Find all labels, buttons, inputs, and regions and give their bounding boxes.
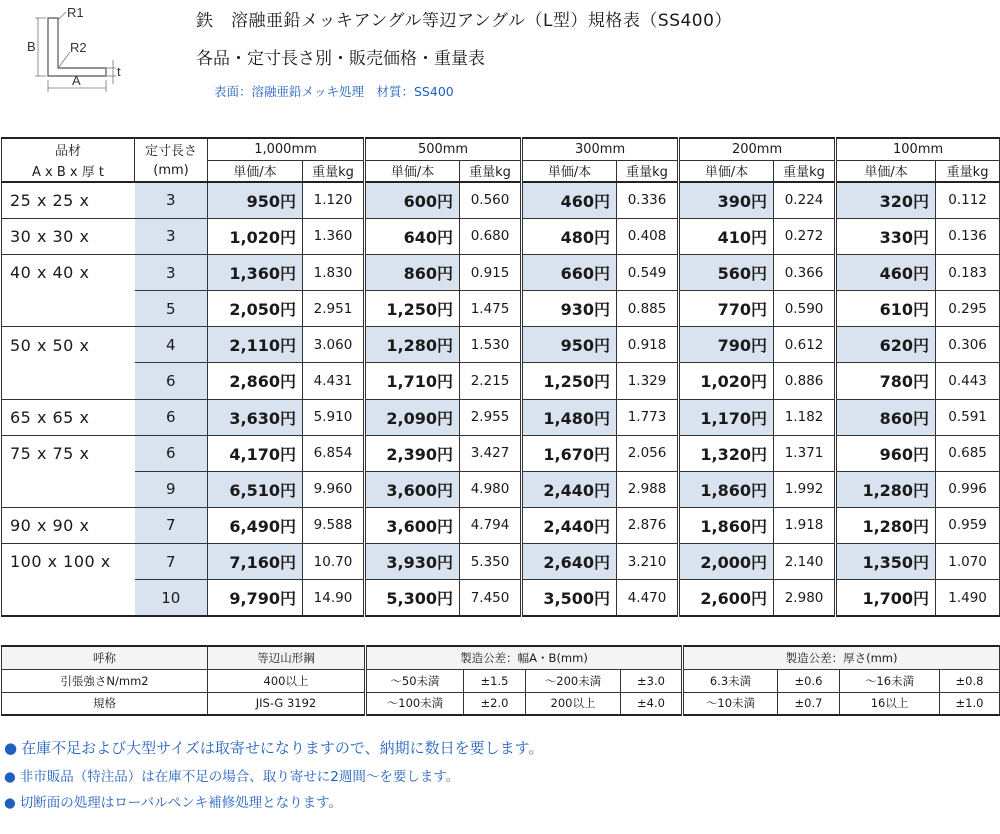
price-cell: 2,110円 — [208, 327, 303, 363]
price-cell: 2,090円 — [365, 399, 460, 435]
weight-cell: 7.450 — [460, 580, 522, 616]
price-cell: 3,930円 — [365, 544, 460, 580]
weight-cell: 4.794 — [460, 507, 522, 543]
thickness-cell: 9 — [135, 471, 208, 507]
header-weight: 重量kg — [303, 160, 365, 182]
price-cell: 7,160円 — [208, 544, 303, 580]
weight-cell: 6.854 — [303, 435, 365, 471]
weight-cell: 0.959 — [936, 507, 1000, 543]
header-weight: 重量kg — [460, 160, 522, 182]
spec-tensile-value: 400以上 — [208, 669, 366, 692]
weight-cell: 0.885 — [617, 291, 679, 327]
price-cell: 1,860円 — [679, 507, 774, 543]
price-cell: 480円 — [522, 218, 617, 254]
thickness-cell: 5 — [135, 291, 208, 327]
table-row — [2, 254, 1000, 290]
spec-width-cell: 〜100未満 — [366, 692, 464, 715]
table-row — [2, 291, 1000, 327]
weight-cell: 14.90 — [303, 580, 365, 616]
price-cell: 620円 — [836, 327, 936, 363]
price-cell: 1,020円 — [208, 218, 303, 254]
header-length-1000: 1,000mm — [208, 138, 365, 160]
spec-tensile-label: 引張強さN/mm2 — [2, 669, 208, 692]
weight-cell: 1.992 — [774, 471, 836, 507]
page-subtitle: 各品・定寸長さ別・販売価格・重量表 — [196, 49, 485, 69]
header-dims: A x B x 厚 t — [2, 160, 135, 182]
size-cell: 65 x 65 x — [2, 399, 135, 435]
weight-cell: 1.830 — [303, 254, 365, 290]
price-cell: 460円 — [522, 182, 617, 218]
spec-width-cell: 〜50未満 — [366, 669, 464, 692]
weight-cell: 0.685 — [936, 435, 1000, 471]
price-cell: 3,600円 — [365, 471, 460, 507]
price-cell: 4,170円 — [208, 435, 303, 471]
weight-cell: 2.215 — [460, 363, 522, 399]
weight-cell: 1.530 — [460, 327, 522, 363]
header-length-label: 定寸長さ — [135, 138, 208, 160]
table-row — [2, 327, 1000, 363]
weight-cell: 0.183 — [936, 254, 1000, 290]
thickness-cell: 6 — [135, 435, 208, 471]
weight-cell: 3.060 — [303, 327, 365, 363]
table-row — [2, 182, 1000, 218]
thickness-cell: 6 — [135, 363, 208, 399]
price-cell: 1,170円 — [679, 399, 774, 435]
price-cell: 1,250円 — [365, 291, 460, 327]
header-length-200: 200mm — [679, 138, 836, 160]
price-cell: 1,020円 — [679, 363, 774, 399]
spec-width-cell: 200以上 — [526, 692, 621, 715]
price-cell: 1,480円 — [522, 399, 617, 435]
spec-thick-cell: ±0.8 — [940, 669, 1000, 692]
page-title: 鉄 溶融亜鉛メッキアングル等辺アングル（L型）規格表（SS400） — [196, 11, 732, 31]
price-cell: 610円 — [836, 291, 936, 327]
diagram-a-label: A — [72, 73, 81, 88]
price-cell: 790円 — [679, 327, 774, 363]
header-price: 単価/本 — [836, 160, 936, 182]
price-cell: 2,640円 — [522, 544, 617, 580]
weight-cell: 0.366 — [774, 254, 836, 290]
size-cell — [2, 580, 135, 616]
diagram-r1-label: R1 — [67, 5, 84, 20]
weight-cell: 10.70 — [303, 544, 365, 580]
table-row — [2, 218, 1000, 254]
price-cell: 860円 — [365, 254, 460, 290]
weight-cell: 0.136 — [936, 218, 1000, 254]
spec-thick-cell: 〜16未満 — [840, 669, 940, 692]
price-cell: 390円 — [679, 182, 774, 218]
price-cell: 330円 — [836, 218, 936, 254]
weight-cell: 2.951 — [303, 291, 365, 327]
weight-cell: 2.980 — [774, 580, 836, 616]
price-cell: 1,860円 — [679, 471, 774, 507]
spec-name-value: 等辺山形鋼 — [208, 646, 366, 669]
spec-width-cell: ±3.0 — [621, 669, 683, 692]
weight-cell: 0.560 — [460, 182, 522, 218]
weight-cell: 1.490 — [936, 580, 1000, 616]
size-cell: 40 x 40 x — [2, 254, 135, 290]
spec-width-cell: ±4.0 — [621, 692, 683, 715]
weight-cell: 2.955 — [460, 399, 522, 435]
weight-cell: 1.371 — [774, 435, 836, 471]
header-mm: (mm) — [135, 160, 208, 182]
price-cell: 2,000円 — [679, 544, 774, 580]
weight-cell: 0.996 — [936, 471, 1000, 507]
price-cell: 460円 — [836, 254, 936, 290]
price-cell: 2,600円 — [679, 580, 774, 616]
weight-cell: 0.612 — [774, 327, 836, 363]
price-cell: 6,490円 — [208, 507, 303, 543]
weight-cell: 0.112 — [936, 182, 1000, 218]
weight-cell: 1.070 — [936, 544, 1000, 580]
spec-standard-label: 規格 — [2, 692, 208, 715]
weight-cell: 9.588 — [303, 507, 365, 543]
header-price: 単価/本 — [208, 160, 303, 182]
thickness-cell: 4 — [135, 327, 208, 363]
note-item — [4, 737, 543, 758]
weight-cell: 0.224 — [774, 182, 836, 218]
price-cell: 600円 — [365, 182, 460, 218]
weight-cell: 0.886 — [774, 363, 836, 399]
price-cell: 5,300円 — [365, 580, 460, 616]
header-weight: 重量kg — [617, 160, 679, 182]
weight-cell: 0.336 — [617, 182, 679, 218]
price-cell: 1,710円 — [365, 363, 460, 399]
weight-cell: 2.140 — [774, 544, 836, 580]
price-cell: 860円 — [836, 399, 936, 435]
weight-cell: 5.910 — [303, 399, 365, 435]
spec-name-label: 呼称 — [2, 646, 208, 669]
thickness-cell: 7 — [135, 507, 208, 543]
weight-cell: 3.427 — [460, 435, 522, 471]
price-cell: 1,350円 — [836, 544, 936, 580]
price-cell: 560円 — [679, 254, 774, 290]
price-cell: 1,280円 — [365, 327, 460, 363]
weight-cell: 5.350 — [460, 544, 522, 580]
table-row — [2, 507, 1000, 543]
header-length-100: 100mm — [836, 138, 1000, 160]
weight-cell: 1.120 — [303, 182, 365, 218]
price-cell: 3,500円 — [522, 580, 617, 616]
header-material: 品材 — [2, 138, 135, 160]
price-cell: 2,440円 — [522, 507, 617, 543]
table-row — [2, 471, 1000, 507]
size-cell: 100 x 100 x — [2, 544, 135, 580]
header-price: 単価/本 — [522, 160, 617, 182]
price-cell: 3,600円 — [365, 507, 460, 543]
spec-thick-cell: 〜10未満 — [683, 692, 778, 715]
price-weight-table — [1, 137, 1000, 617]
price-cell: 660円 — [522, 254, 617, 290]
surface-material-note: 表面：溶融亜鉛メッキ処理 材質：SS400 — [214, 84, 454, 99]
spec-thick-cell: ±0.6 — [778, 669, 840, 692]
weight-cell: 0.915 — [460, 254, 522, 290]
table-row — [2, 435, 1000, 471]
weight-cell: 0.295 — [936, 291, 1000, 327]
weight-cell: 4.431 — [303, 363, 365, 399]
weight-cell: 4.980 — [460, 471, 522, 507]
price-cell: 780円 — [836, 363, 936, 399]
thickness-cell: 10 — [135, 580, 208, 616]
weight-cell: 0.590 — [774, 291, 836, 327]
size-cell: 25 x 25 x — [2, 182, 135, 218]
price-cell: 1,280円 — [836, 507, 936, 543]
price-cell: 2,390円 — [365, 435, 460, 471]
thickness-cell: 3 — [135, 218, 208, 254]
price-cell: 3,630円 — [208, 399, 303, 435]
spec-width-cell: ±1.5 — [464, 669, 526, 692]
size-cell: 75 x 75 x — [2, 435, 135, 471]
price-cell: 1,700円 — [836, 580, 936, 616]
price-cell: 1,670円 — [522, 435, 617, 471]
diagram-r2-label: R2 — [70, 40, 87, 55]
thickness-cell: 3 — [135, 182, 208, 218]
thickness-cell: 7 — [135, 544, 208, 580]
size-cell: 50 x 50 x — [2, 327, 135, 363]
bullet-dot-icon: ● — [4, 739, 18, 757]
price-cell: 960円 — [836, 435, 936, 471]
weight-cell: 2.988 — [617, 471, 679, 507]
angle-cross-section-diagram — [18, 4, 128, 96]
weight-cell: 9.960 — [303, 471, 365, 507]
thickness-cell: 6 — [135, 399, 208, 435]
weight-cell: 0.680 — [460, 218, 522, 254]
price-cell: 9,790円 — [208, 580, 303, 616]
price-cell: 1,360円 — [208, 254, 303, 290]
price-cell: 320円 — [836, 182, 936, 218]
price-cell: 1,250円 — [522, 363, 617, 399]
weight-cell: 1.773 — [617, 399, 679, 435]
spec-width-tolerance-label: 製造公差：幅A・B(mm) — [366, 646, 683, 669]
spec-width-cell: ±2.0 — [464, 692, 526, 715]
note-item — [4, 765, 459, 785]
spec-thick-cell: 16以上 — [840, 692, 940, 715]
weight-cell: 3.210 — [617, 544, 679, 580]
weight-cell: 2.056 — [617, 435, 679, 471]
table-row — [2, 544, 1000, 580]
size-cell — [2, 291, 135, 327]
note-text: 切断面の処理はローバルペンキ補修処理となります。 — [19, 795, 343, 811]
table-row — [2, 580, 1000, 616]
price-cell: 6,510円 — [208, 471, 303, 507]
size-cell: 90 x 90 x — [2, 507, 135, 543]
header-weight: 重量kg — [936, 160, 1000, 182]
bullet-dot-icon: ● — [4, 769, 16, 785]
weight-cell: 1.475 — [460, 291, 522, 327]
weight-cell: 2.876 — [617, 507, 679, 543]
spec-thick-cell: 6.3未満 — [683, 669, 778, 692]
price-cell: 410円 — [679, 218, 774, 254]
header-length-500: 500mm — [365, 138, 522, 160]
header-price: 単価/本 — [365, 160, 460, 182]
diagram-t-label: t — [117, 64, 121, 79]
weight-cell: 0.408 — [617, 218, 679, 254]
table-row — [2, 399, 1000, 435]
spec-width-cell: 〜200未満 — [526, 669, 621, 692]
price-cell: 640円 — [365, 218, 460, 254]
header-price: 単価/本 — [679, 160, 774, 182]
spec-thickness-tolerance-label: 製造公差：厚さ(mm) — [683, 646, 1000, 669]
price-cell: 2,440円 — [522, 471, 617, 507]
header-weight: 重量kg — [774, 160, 836, 182]
price-cell: 770円 — [679, 291, 774, 327]
weight-cell: 0.272 — [774, 218, 836, 254]
price-cell: 2,050円 — [208, 291, 303, 327]
price-cell: 2,860円 — [208, 363, 303, 399]
weight-cell: 1.360 — [303, 218, 365, 254]
thickness-cell: 3 — [135, 254, 208, 290]
size-cell: 30 x 30 x — [2, 218, 135, 254]
weight-cell: 0.591 — [936, 399, 1000, 435]
price-cell: 950円 — [208, 182, 303, 218]
weight-cell: 0.918 — [617, 327, 679, 363]
price-cell: 950円 — [522, 327, 617, 363]
weight-cell: 4.470 — [617, 580, 679, 616]
weight-cell: 1.182 — [774, 399, 836, 435]
weight-cell: 0.306 — [936, 327, 1000, 363]
table-row — [2, 363, 1000, 399]
note-text: 非市販品（特注品）は在庫不足の場合、取り寄せに2週間〜を要します。 — [19, 769, 460, 785]
note-text: 在庫不足および大型サイズは取寄せになりますので、納期に数日を要します。 — [21, 739, 544, 757]
spec-thick-cell: ±1.0 — [940, 692, 1000, 715]
diagram-b-label: B — [27, 39, 36, 54]
weight-cell: 1.918 — [774, 507, 836, 543]
size-cell — [2, 471, 135, 507]
price-cell: 930円 — [522, 291, 617, 327]
header-length-300: 300mm — [522, 138, 679, 160]
note-item — [4, 791, 342, 811]
weight-cell: 0.443 — [936, 363, 1000, 399]
weight-cell: 0.549 — [617, 254, 679, 290]
spec-standard-value: JIS-G 3192 — [208, 692, 366, 715]
bullet-dot-icon: ● — [4, 795, 16, 811]
weight-cell: 1.329 — [617, 363, 679, 399]
spec-thick-cell: ±0.7 — [778, 692, 840, 715]
price-cell: 1,280円 — [836, 471, 936, 507]
price-cell: 1,320円 — [679, 435, 774, 471]
spec-tolerance-table — [1, 645, 1000, 716]
size-cell — [2, 363, 135, 399]
